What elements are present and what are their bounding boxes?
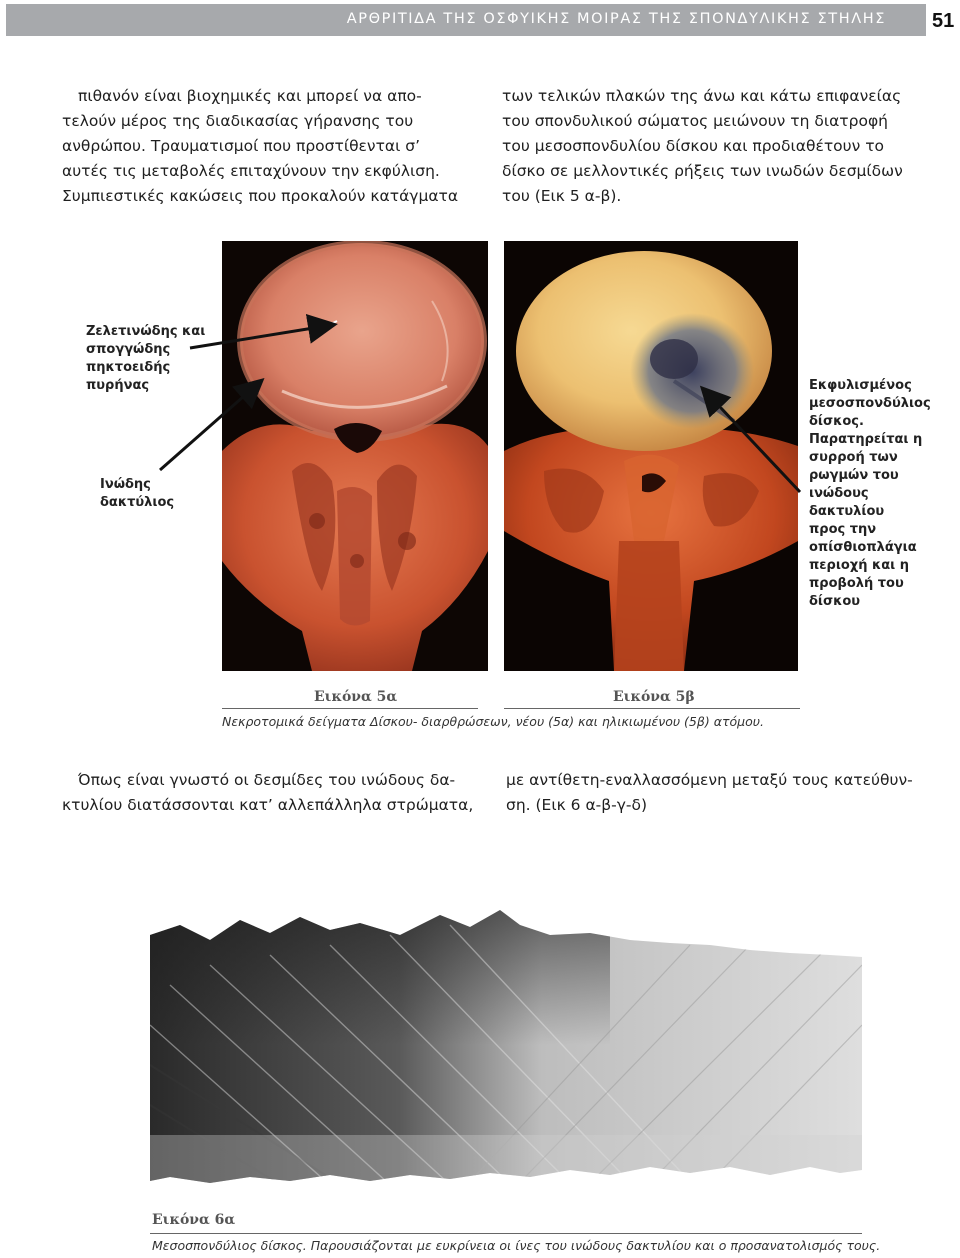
annulus-label (100, 476, 174, 512)
text-line: δίσκο σε μελλοντικές ρήξεις των ινωδών δεσμίδων (502, 162, 903, 180)
nucleus-label (86, 323, 205, 395)
label-line: οπίσθιοπλάγια (809, 540, 917, 555)
caption-5a-rule (222, 708, 478, 709)
text-line: του (Εικ 5 α-β). (502, 187, 622, 205)
label-line: δακτύλιος (100, 495, 175, 510)
label-line: Παρατηρείται η (809, 432, 923, 447)
text-line: πιθανόν είναι βιοχημικές και μπορεί να απο- (78, 87, 422, 105)
label-line: προς την (809, 522, 877, 537)
degenerated-disc-label (809, 377, 931, 611)
caption-6a-rule (150, 1233, 862, 1234)
text-line: ανθρώπου. Τραυματισμοί που προστίθενται σ’ (62, 137, 421, 155)
text-line: του μεσοσπονδυλίου δίσκου και προδιαθέτουν το (502, 137, 885, 155)
label-line: Ινώδης (100, 477, 151, 492)
text-line: Όπως είναι γνωστό οι δεσμίδες του ινώδους δα- (78, 771, 456, 789)
text-line: των τελικών πλακών της άνω και κάτω επιφανείας (502, 87, 902, 105)
label-line: δίσκου (809, 594, 861, 609)
caption-6a-title: Εικόνα 6α (152, 1212, 236, 1228)
label-line: συρροή των (809, 450, 898, 465)
label-line: περιοχή και η (809, 558, 910, 573)
label-line: Εκφυλισμένος (809, 378, 912, 393)
figure-6a-photo (150, 905, 862, 1203)
text-line: ση. (Εικ 6 α-β-γ-δ) (506, 796, 648, 814)
label-line: δακτυλίου (809, 504, 885, 519)
label-line: προβολή του (809, 576, 904, 591)
caption-6a-text: Μεσοσπονδύλιος δίσκος. Παρουσιάζονται με ευκρίνεια οι ίνες του ινώδους δακτυλίου και ο προσανατολισμός τους. (152, 1238, 881, 1253)
nucleus-arrow (190, 325, 332, 348)
annulus-arrow (160, 382, 260, 470)
caption-5a-title: Εικόνα 5α (314, 689, 398, 705)
label-line: πυρήνας (86, 378, 150, 393)
label-line: δίσκος. (809, 414, 864, 429)
caption-5b-rule (504, 708, 800, 709)
label-line: πηκτοειδής (86, 360, 171, 375)
caption-5-text: Νεκροτομικά δείγματα Δίσκου- διαρθρώσεων, νέου (5α) και ηλικιωμένου (5β) ατόμου. (222, 714, 764, 729)
label-line: σπογγώδης (86, 342, 171, 357)
label-line: ινώδους (809, 486, 869, 501)
text-line: κτυλίου διατάσσονται κατ’ αλλεπάλληλα στρώματα, (62, 796, 474, 814)
caption-5b-title: Εικόνα 5β (613, 689, 695, 705)
label-line: Ζελετινώδης και (86, 324, 206, 339)
running-title: ΑΡΘΡΙΤΙΔΑ ΤΗΣ ΟΣΦΥΙΚΗΣ ΜΟΙΡΑΣ ΤΗΣ ΣΠΟΝΔΥΛΙΚΗΣ ΣΤΗΛΗΣ (346, 11, 886, 27)
text-line: αυτές τις μεταβολές επιταχύνουν την εκφύλιση. (62, 162, 440, 180)
text-line: με αντίθετη-εναλλασσόμενη μεταξύ τους κατεύθυν- (506, 771, 913, 789)
degenerated-disc-arrow (704, 390, 800, 492)
middle-right-column (506, 768, 913, 818)
page-number: 51 (932, 10, 955, 32)
middle-left-column (62, 768, 473, 818)
text-line: του σπονδυλικού σώματος μειώνουν τη διατροφή (502, 112, 889, 130)
text-line: τελούν μέρος της διαδικασίας γήρανσης του (62, 112, 414, 130)
text-line: Συμπιεστικές κακώσεις που προκαλούν κατάγματα (62, 187, 459, 205)
label-line: μεσοσπονδύλιος (809, 396, 931, 411)
label-line: ρωγμών του (809, 468, 899, 483)
